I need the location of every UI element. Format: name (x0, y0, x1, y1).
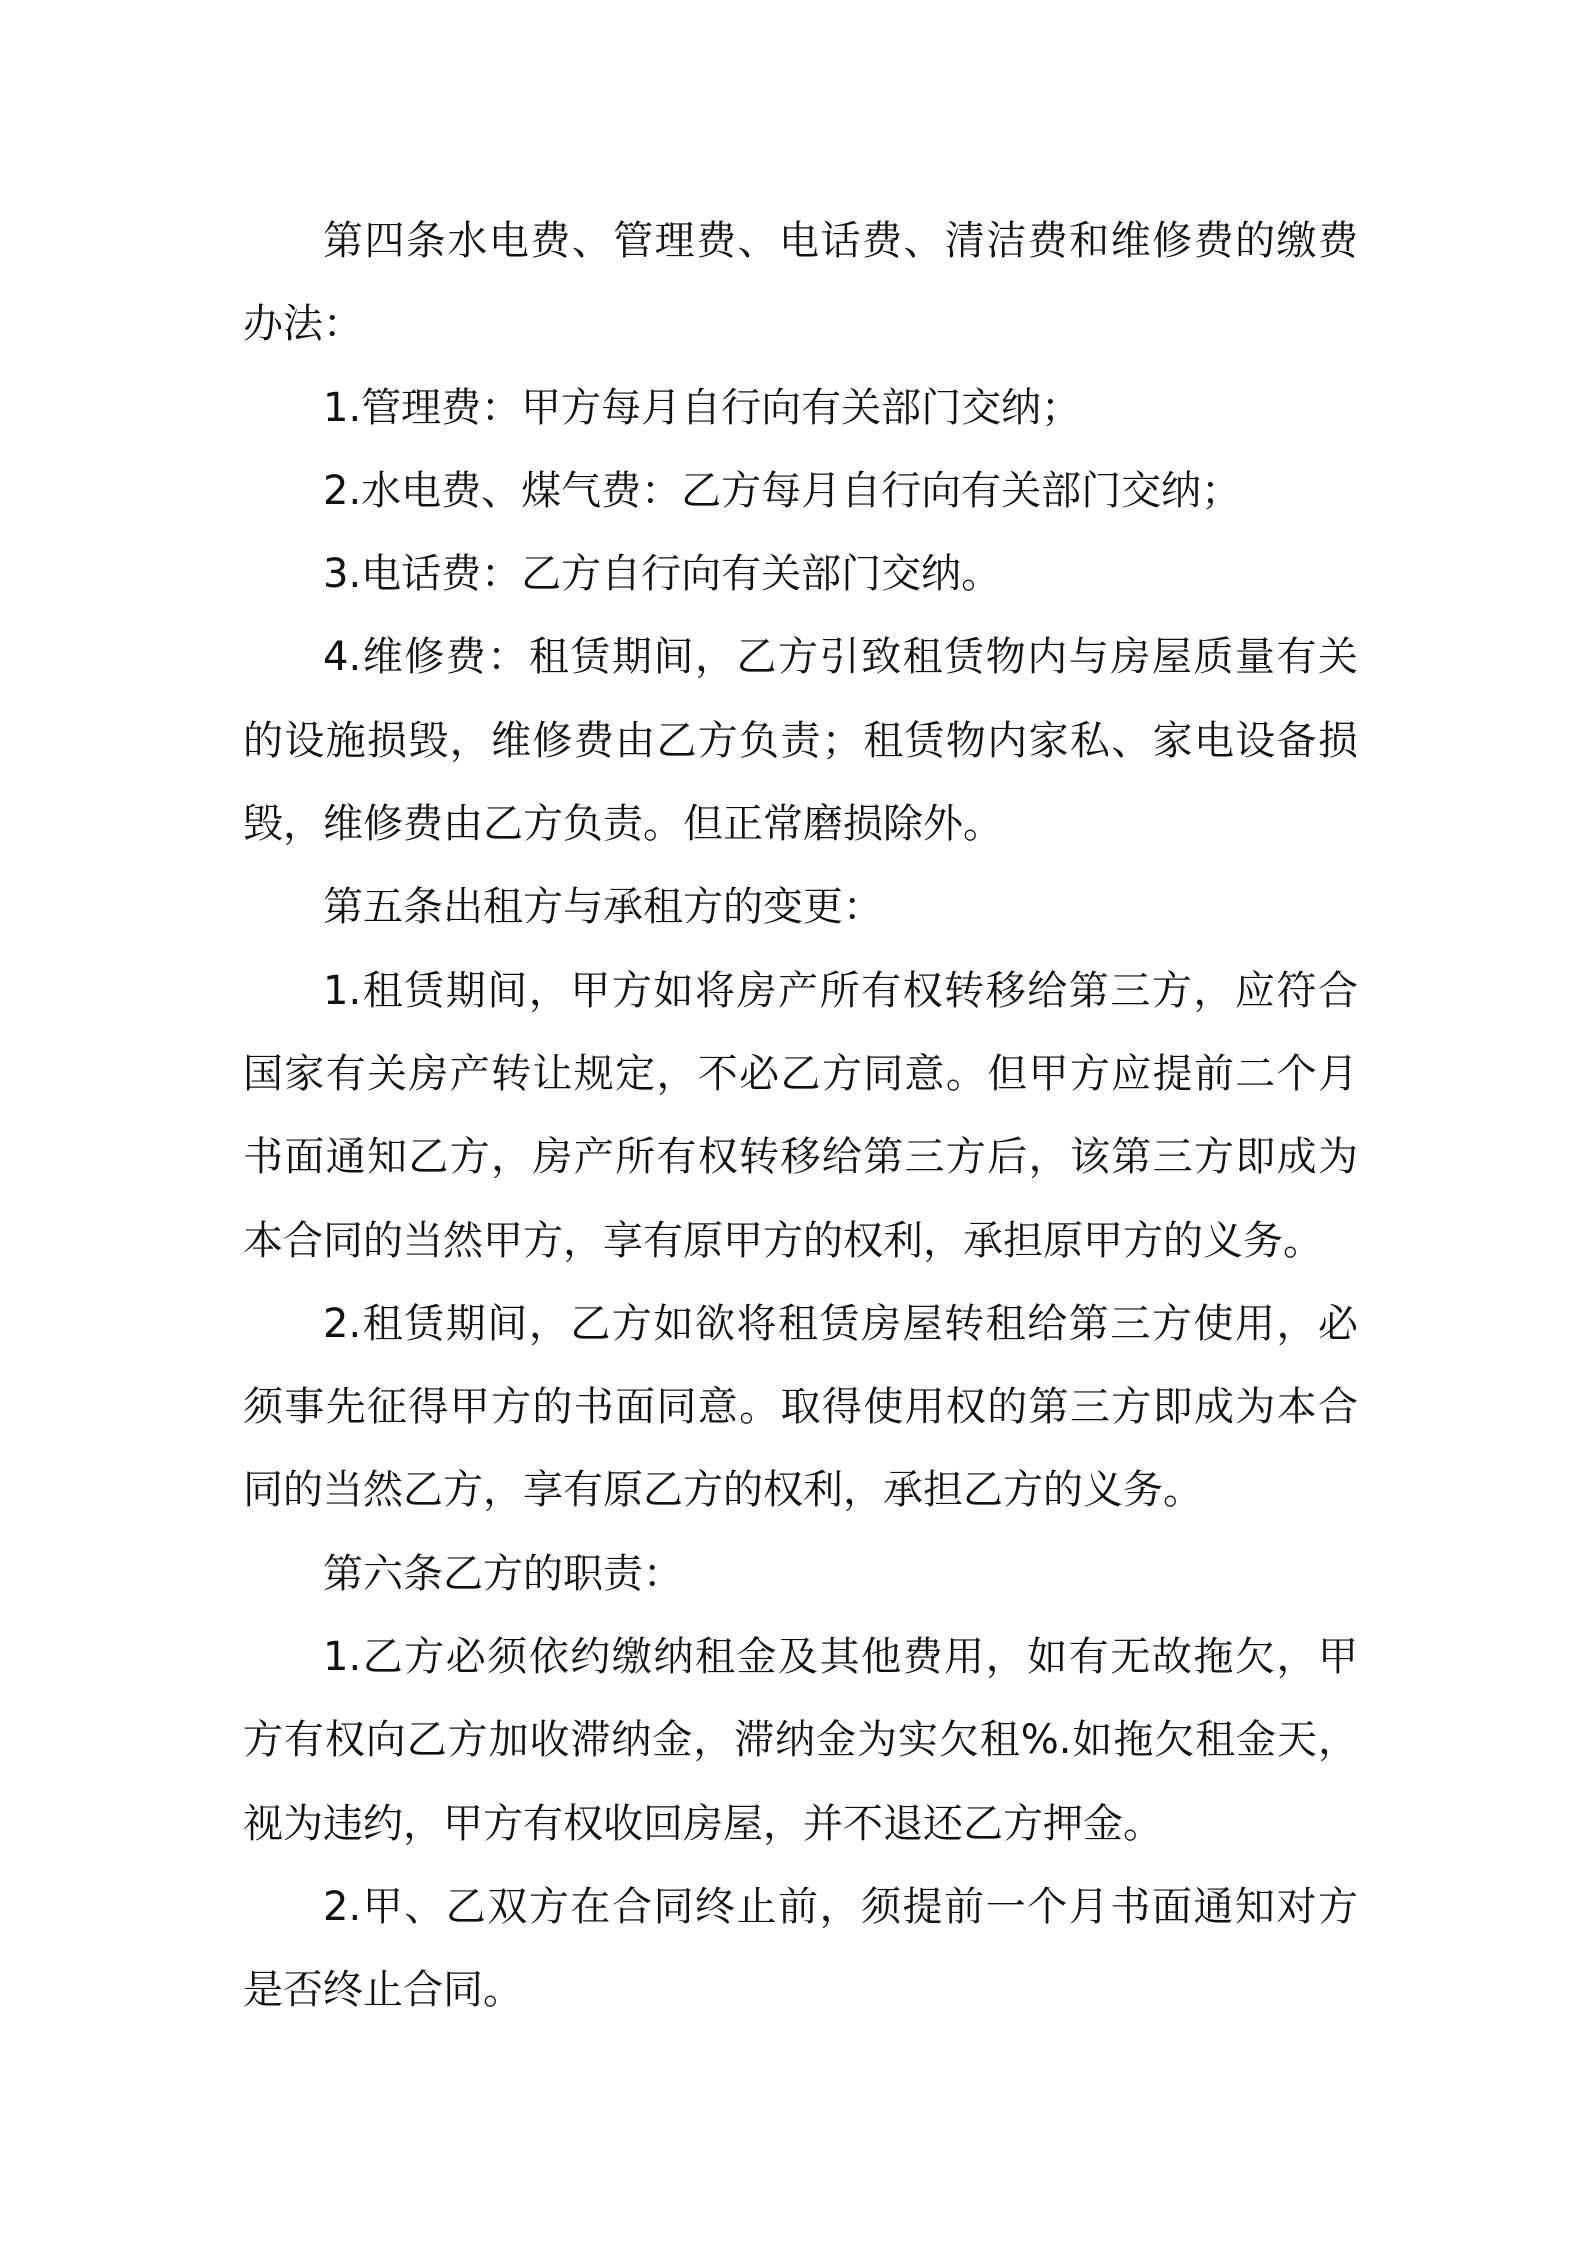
article-4-item-3: 3.电话费：乙方自行向有关部门交纳。 (323, 551, 1002, 598)
article-4-item-4: 4.维修费：租赁期间，乙方引致租赁物内与房屋质量有关的设施损毁，维修费由乙方负责；租赁物内家私、家电设备损毁，维修费由乙方负责。但正常磨损除外。 (243, 634, 1358, 848)
article-4-heading: 第四条水电费、管理费、电话费、清洁费和维修费的缴费办法： (243, 218, 1358, 348)
article-6-item-2: 2.甲、乙双方在合同终止前，须提前一个月书面通知对方是否终止合同。 (243, 1883, 1358, 2014)
article-4-item-1: 1.管理费：甲方每月自行向有关部门交纳； (323, 384, 1082, 431)
article-5-item-2: 2.租赁期间，乙方如欲将租赁房屋转租给第三方使用，必须事先征得甲方的书面同意。取得使用权的第三方即成为本合同的当然乙方，享有原乙方的权利，承担乙方的义务。 (243, 1300, 1358, 1514)
article-6-heading: 第六条乙方的职责： (323, 1550, 683, 1597)
article-5-item-1: 1.租赁期间，甲方如将房产所有权转移给第三方，应符合国家有关房产转让规定，不必乙方同意。但甲方应提前二个月书面通知乙方，房产所有权转移给第三方后，该第三方即成为本合同的当然甲方，享有原甲方的权利，承担原甲方的义务。 (243, 967, 1358, 1264)
article-4-item-2: 2.水电费、煤气费：乙方每月自行向有关部门交纳； (323, 467, 1242, 514)
article-5-heading: 第五条出租方与承租方的变更： (323, 884, 883, 931)
document-body (243, 200, 1358, 2033)
article-6-item-1: 1.乙方必须依约缴纳租金及其他费用，如有无故拖欠，甲方有权向乙方加收滞纳金，滞纳金为实欠租%.如拖欠租金天，视为违约，甲方有权收回房屋，并不退还乙方押金。 (243, 1634, 1358, 1847)
